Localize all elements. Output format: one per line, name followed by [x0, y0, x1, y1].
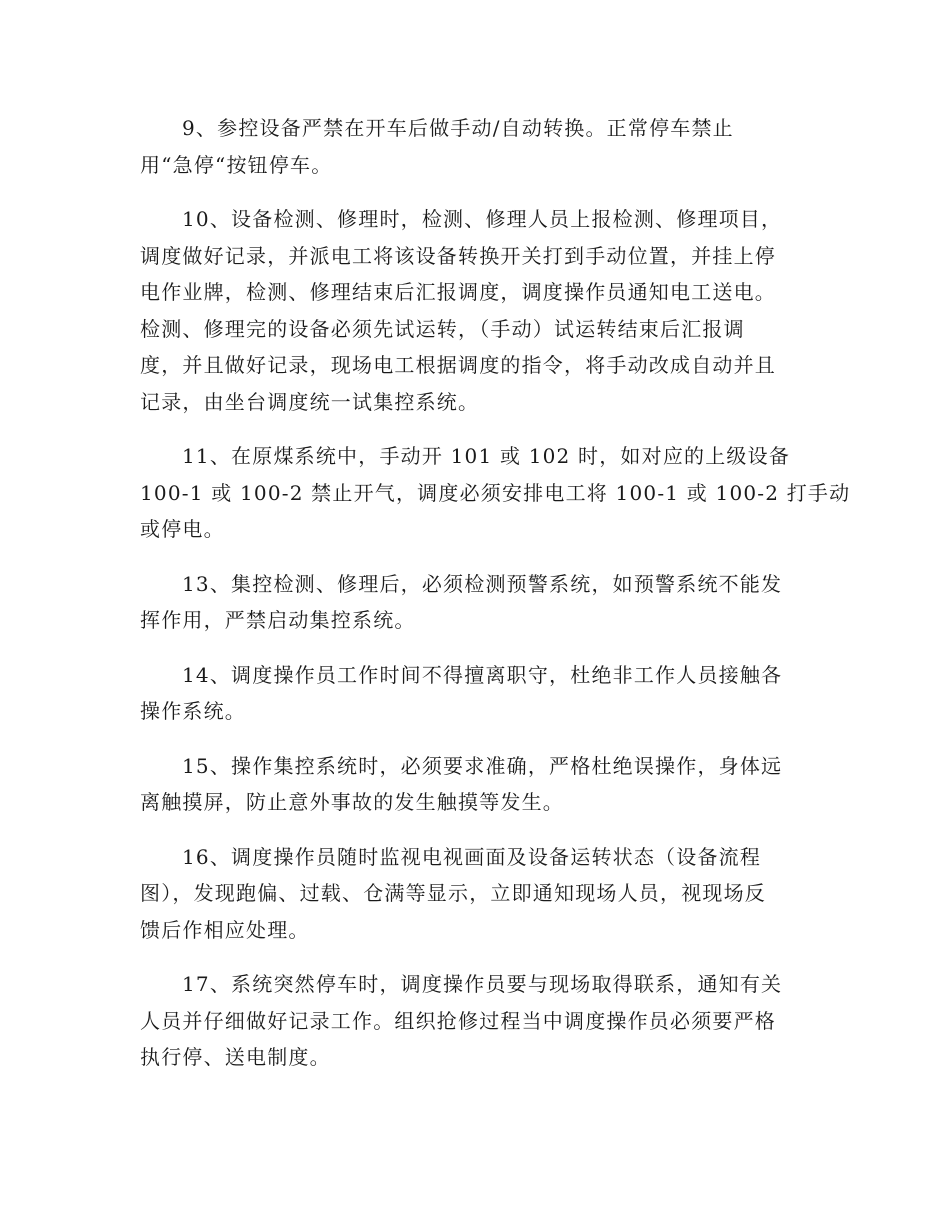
paragraph-item-11	[140, 438, 851, 548]
paragraph-line: 检测、修理完的设备必须先试运转，（手动）试运转结束后汇报调	[140, 316, 745, 341]
paragraph-line: 15、操作集控系统时，必须要求准确，严格杜绝误操作，身体远	[182, 753, 783, 778]
paragraph-item-13	[140, 566, 805, 639]
paragraph-line: 操作系统。	[140, 699, 246, 723]
paragraph-line: 100-1 或 100-2 禁止开气，调度必须安排电工将 100-1 或 100-2 打手动	[140, 480, 851, 505]
paragraph-item-14	[140, 657, 805, 730]
paragraph-item-16	[140, 839, 805, 949]
paragraph-line: 挥作用，严禁启动集控系统。	[140, 608, 416, 632]
paragraph-line: 人员并仔细做好记录工作。组织抢修过程当中调度操作员必须要严格	[140, 1008, 776, 1033]
paragraph-line: 14、调度操作员工作时间不得擅离职守，杜绝非工作人员接触各	[182, 662, 783, 687]
paragraph-line: 11、在原煤系统中，手动开 101 或 102 时，如对应的上级设备	[182, 444, 791, 468]
paragraph-line: 用“急停“按钮停车。	[140, 152, 333, 177]
paragraph-line: 10、设备检测、修理时，检测、修理人员上报检测、修理项目，	[182, 207, 783, 231]
document-body	[140, 110, 851, 1094]
paragraph-line: 或停电。	[140, 517, 225, 541]
paragraph-line: 调度做好记录，并派电工将该设备转换开关打到手动位置，并挂上停	[140, 243, 776, 268]
paragraph-line: 13、集控检测、修理后，必须检测预警系统，如预警系统不能发	[182, 571, 783, 596]
paragraph-item-9	[140, 110, 805, 183]
paragraph-line: 16、调度操作员随时监视电视画面及设备运转状态（设备流程	[182, 844, 762, 869]
paragraph-line: 离触摸屏，防止意外事故的发生触摸等发生。	[140, 790, 564, 814]
paragraph-line: 17、系统突然停车时，调度操作员要与现场取得联系，通知有关	[182, 972, 783, 996]
paragraph-line: 记录，由坐台调度统一试集控系统。	[140, 389, 480, 414]
paragraph-item-15	[140, 748, 805, 821]
paragraph-line: 馈后作相应处理。	[140, 917, 310, 942]
paragraph-line: 9、参控设备严禁在开车后做手动/自动转换。正常停车禁止	[182, 116, 734, 140]
paragraph-line: 图），发现跑偏、过载、仓满等显示，立即通知现场人员，视现场反	[140, 881, 766, 905]
paragraph-item-17	[140, 966, 805, 1076]
paragraph-line: 电作业牌，检测、修理结束后汇报调度，调度操作员通知电工送电。	[140, 280, 776, 304]
paragraph-line: 执行停、送电制度。	[140, 1045, 331, 1069]
paragraph-line: 度，并且做好记录，现场电工根据调度的指令，将手动改成自动并且	[140, 353, 776, 377]
paragraph-item-10	[140, 201, 805, 420]
